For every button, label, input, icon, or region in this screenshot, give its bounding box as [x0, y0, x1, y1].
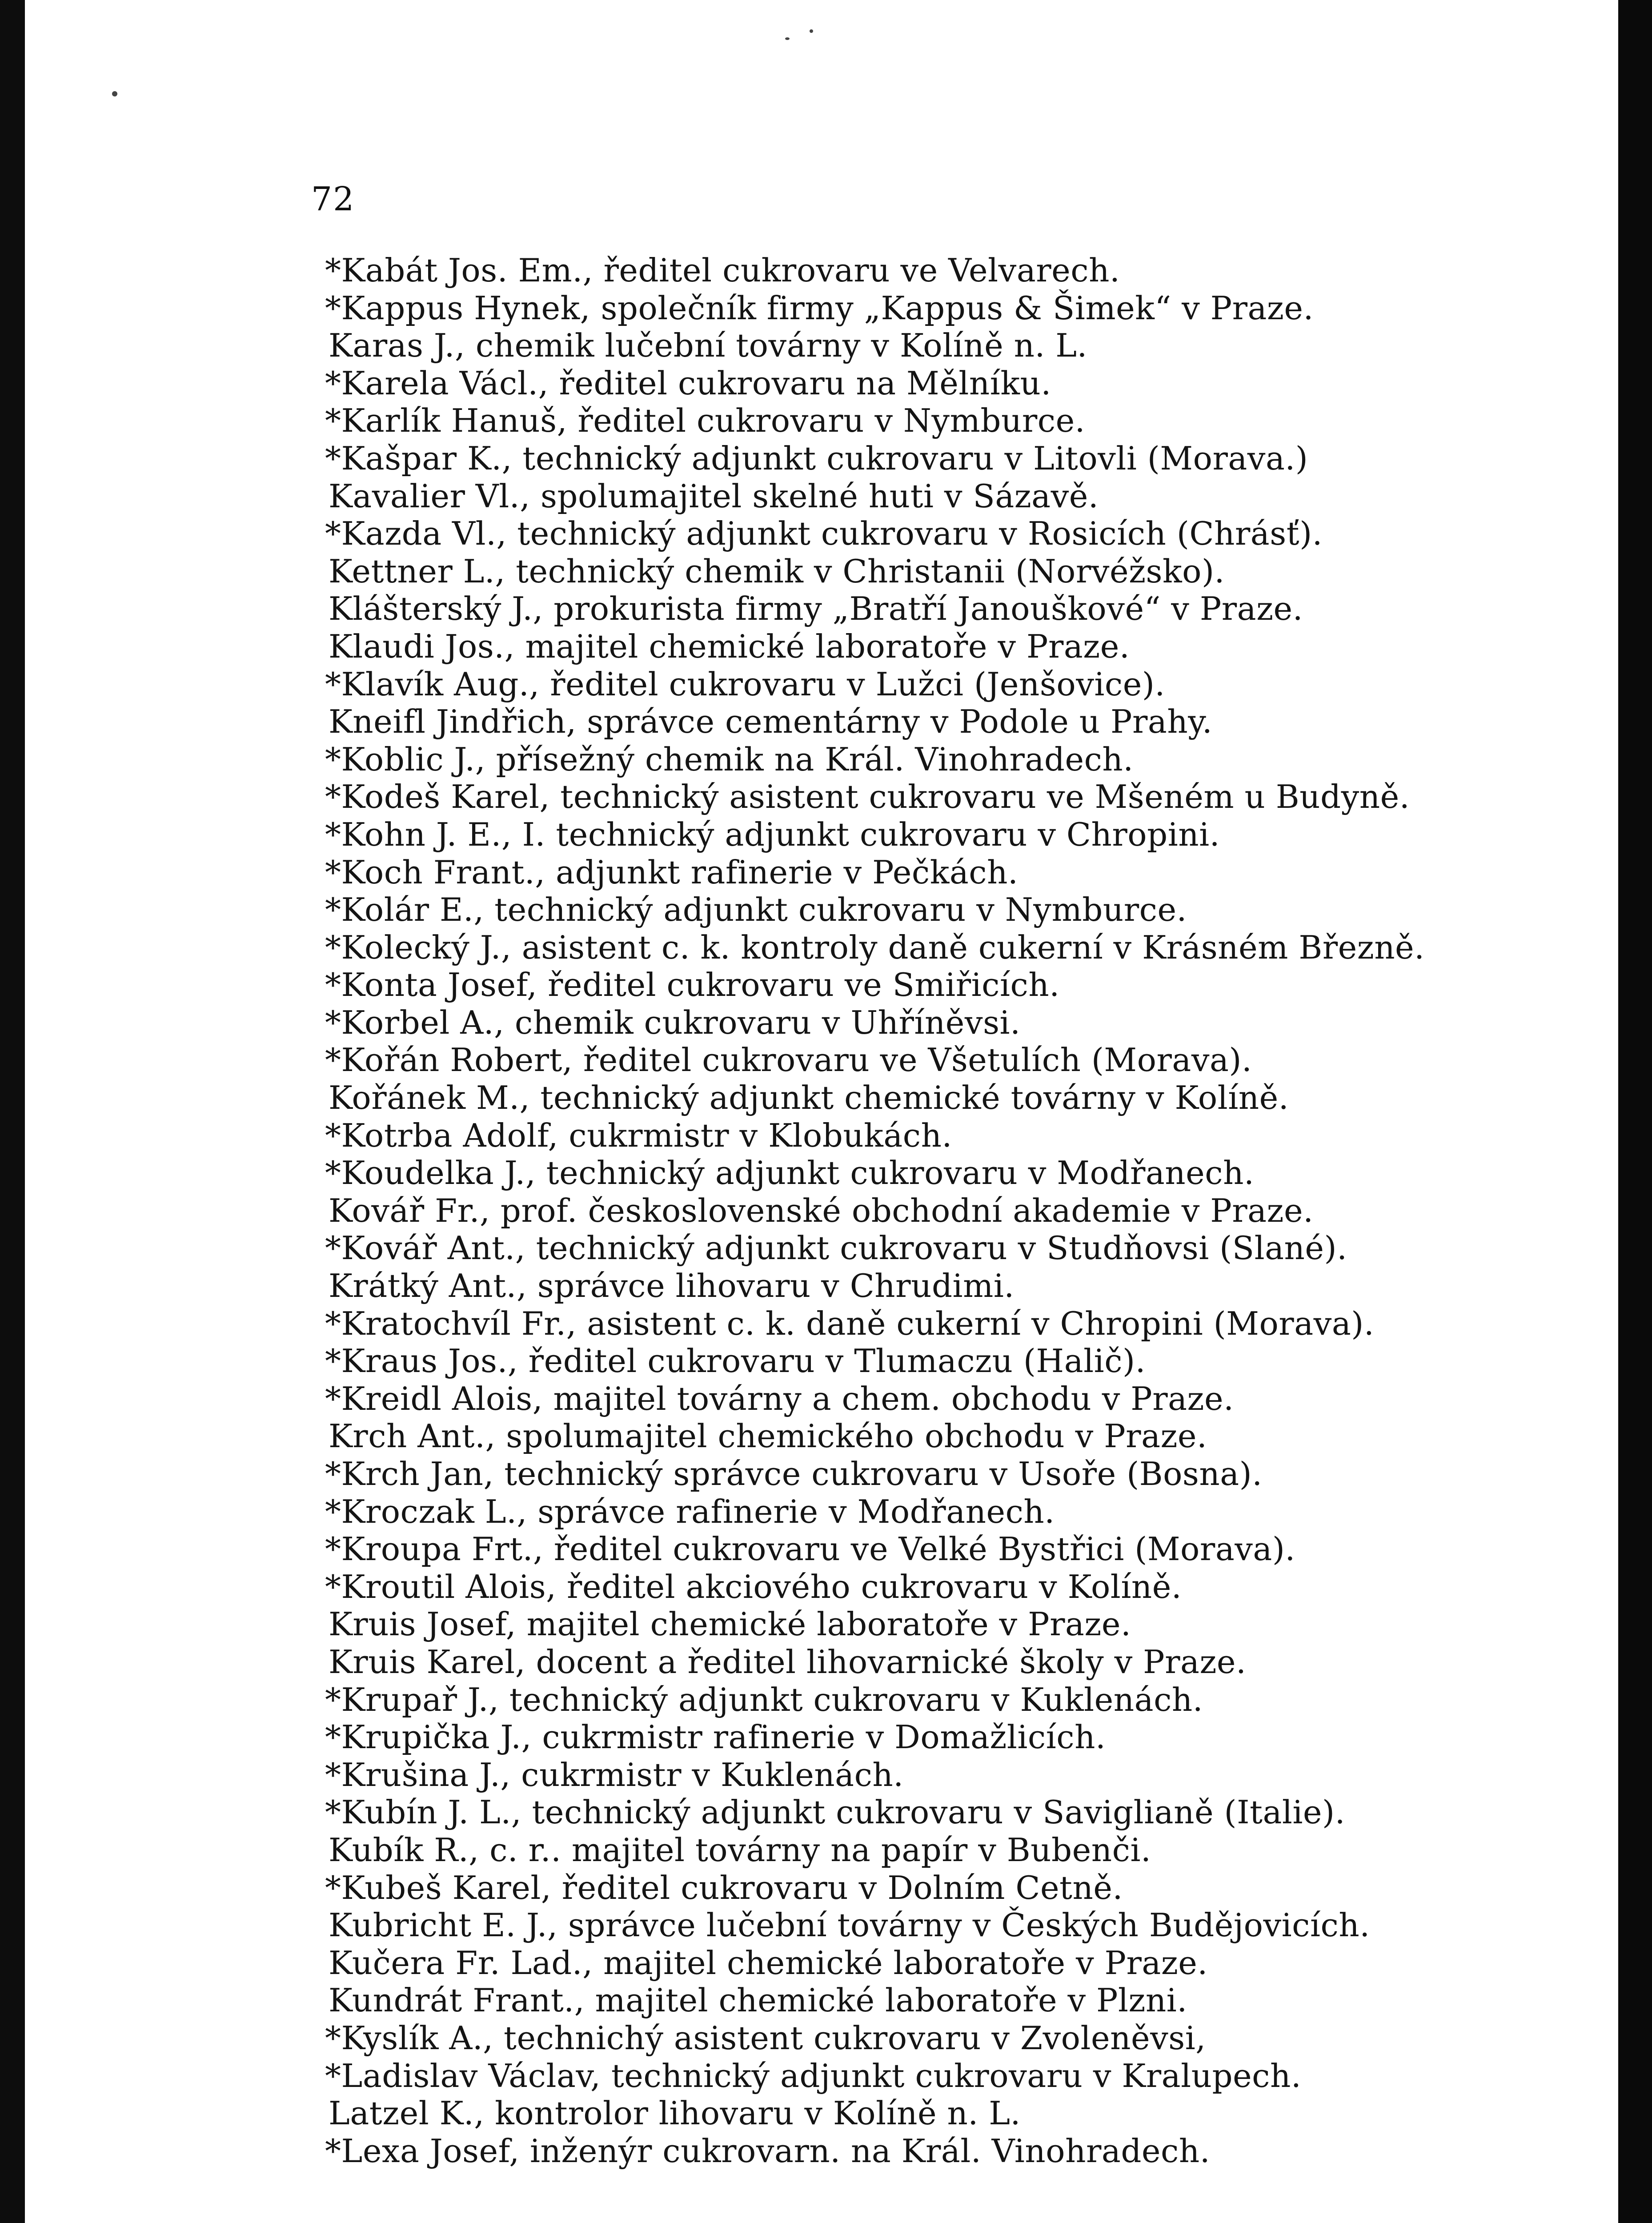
list-item: *Kratochvíl Fr., asistent c. k. daně cukerní v Chropini (Morava). [325, 1304, 1375, 1342]
list-item: *Kreidl Alois, majitel továrny a chem. obchodu v Praze. [325, 1380, 1234, 1417]
list-item: Kučera Fr. Lad., majitel chemické laboratoře v Praze. [329, 1944, 1208, 1982]
list-item: *Krušina J., cukrmistr v Kuklenách. [325, 1756, 904, 1794]
list-item: *Kazda Vl., technický adjunkt cukrovaru v Rosicích (Chrásť). [325, 515, 1323, 553]
page-number: 72 [311, 180, 355, 218]
list-item: Krch Ant., spolumajitel chemického obchodu v Praze. [329, 1417, 1207, 1455]
list-item: Kneifl Jindřich, správce cementárny v Podole u Prahy. [329, 703, 1213, 741]
list-item: *Koblic J., přísežný chemik na Král. Vinohradech. [325, 740, 1134, 778]
list-item: *Kubín J. L., technický adjunkt cukrovaru v Saviglianě (Italie). [325, 1794, 1346, 1831]
list-item: *Kašpar K., technický adjunkt cukrovaru v Litovli (Morava.) [325, 439, 1308, 477]
member-list [325, 252, 1425, 2170]
list-item: *Kodeš Karel, technický asistent cukrovaru ve Mšeném u Budyně. [325, 778, 1410, 816]
list-item: *Kolecký J., asistent c. k. kontroly daně cukerní v Krásném Březně. [325, 928, 1425, 966]
list-item: *Kroupa Frt., ředitel cukrovaru ve Velké Bystřici (Morava). [325, 1530, 1295, 1568]
list-item: *Kraus Jos., ředitel cukrovaru v Tlumaczu (Halič). [325, 1342, 1146, 1380]
list-item: *Konta Josef, ředitel cukrovaru ve Smiřicích. [325, 966, 1060, 1004]
list-item: Kruis Karel, docent a ředitel lihovarnické školy v Praze. [329, 1643, 1247, 1681]
list-item: *Koch Frant., adjunkt rafinerie v Pečkách. [325, 853, 1018, 891]
list-item: Kořánek M., technický adjunkt chemické továrny v Kolíně. [329, 1079, 1289, 1117]
list-item: Kruis Josef, majitel chemické laboratoře v Praze. [329, 1605, 1131, 1643]
list-item: *Kyslík A., technichý asistent cukrovaru v Zvoleněvsi, [325, 2019, 1206, 2057]
list-item: *Lexa Josef, inženýr cukrovarn. na Král. Vinohradech. [325, 2132, 1211, 2170]
list-item: *Krch Jan, technický správce cukrovaru v Usoře (Bosna). [325, 1455, 1263, 1493]
book-page [25, 0, 1620, 2223]
list-item: Kovář Fr., prof. československé obchodní akademie v Praze. [329, 1192, 1314, 1229]
scan-border-right [1618, 0, 1652, 2223]
list-item: *Ladislav Václav, technický adjunkt cukrovaru v Kralupech. [325, 2057, 1302, 2095]
list-item: *Klavík Aug., ředitel cukrovaru v Lužci (Jenšovice). [325, 665, 1165, 703]
list-item: *Kořán Robert, ředitel cukrovaru ve Všetulích (Morava). [325, 1041, 1252, 1079]
list-item: *Kroutil Alois, ředitel akciového cukrovaru v Kolíně. [325, 1568, 1182, 1605]
list-item: Kettner L., technický chemik v Christanii (Norvéžsko). [329, 552, 1225, 590]
list-item: Kavalier Vl., spolumajitel skelné huti v Sázavě. [329, 477, 1099, 515]
list-item: Krátký Ant., správce lihovaru v Chrudimi. [329, 1267, 1014, 1305]
list-item: *Kolár E., technický adjunkt cukrovaru v Nymburce. [325, 891, 1187, 929]
list-item: *Kappus Hynek, společník firmy „Kappus & Šimek“ v Praze. [325, 289, 1314, 327]
list-item: Klaudi Jos., majitel chemické laboratoře v Praze. [329, 627, 1130, 665]
scan-speck [785, 37, 790, 40]
list-item: *Korbel A., chemik cukrovaru v Uhříněvsi. [325, 1003, 1021, 1041]
list-item: *Krupař J., technický adjunkt cukrovaru v Kuklenách. [325, 1681, 1203, 1718]
list-item: *Kovář Ant., technický adjunkt cukrovaru v Studňovsi (Slané). [325, 1229, 1347, 1267]
list-item: Kundrát Frant., majitel chemické laboratoře v Plzni. [329, 1982, 1187, 2019]
list-item: *Kroczak L., správce rafinerie v Modřanech. [325, 1493, 1055, 1530]
list-item: Kubík R., c. r.. majitel továrny na papír v Bubenči. [329, 1831, 1151, 1869]
list-item: Klášterský J., prokurista firmy „Bratří Janouškové“ v Praze. [329, 590, 1303, 628]
list-item: Kubricht E. J., správce lučební továrny v Českých Budějovicích. [329, 1906, 1370, 1944]
list-item: Latzel K., kontrolor lihovaru v Kolíně n. L. [329, 2095, 1021, 2132]
scan-speck [810, 29, 813, 33]
list-item: *Krupička J., cukrmistr rafinerie v Domažlicích. [325, 1718, 1106, 1756]
list-item: *Kabát Jos. Em., ředitel cukrovaru ve Velvarech. [325, 252, 1120, 289]
list-item: *Kubeš Karel, ředitel cukrovaru v Dolním Cetně. [325, 1869, 1123, 1906]
list-item: *Karela Václ., ředitel cukrovaru na Mělníku. [325, 364, 1051, 402]
list-item: *Kohn J. E., I. technický adjunkt cukrovaru v Chropini. [325, 815, 1220, 853]
list-item: *Koudelka J., technický adjunkt cukrovaru v Modřanech. [325, 1154, 1255, 1192]
list-item: *Karlík Hanuš, ředitel cukrovaru v Nymburce. [325, 402, 1086, 440]
list-item: *Kotrba Adolf, cukrmistr v Klobukách. [325, 1116, 952, 1154]
scan-speck [112, 91, 117, 96]
list-item: Karas J., chemik lučební továrny v Kolíně n. L. [329, 327, 1087, 365]
